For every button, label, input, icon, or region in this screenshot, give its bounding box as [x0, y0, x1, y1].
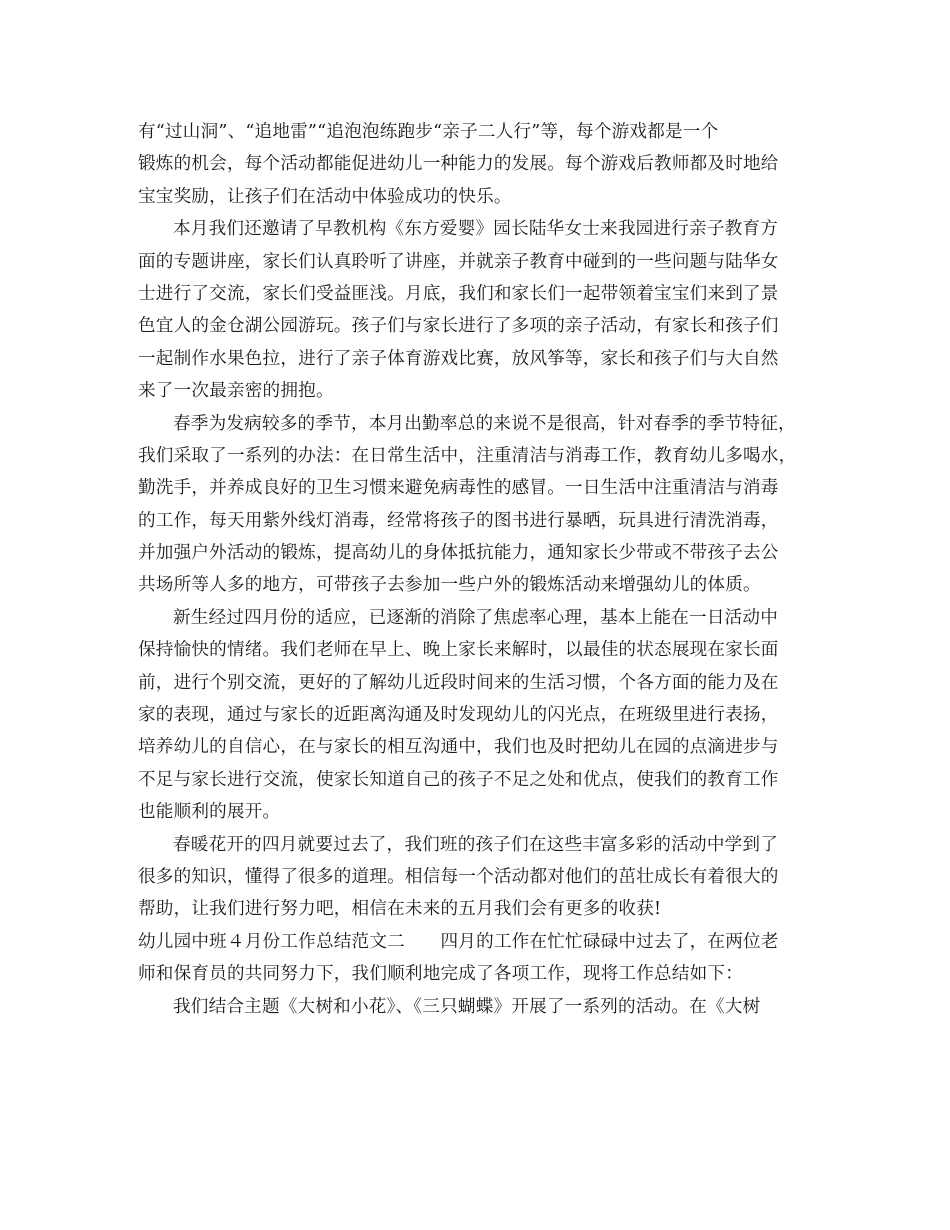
text-line: 也能顺利的展开。: [138, 802, 281, 823]
text-line: 幼儿园中班４月份工作总结范文二 四月的工作在忙忙碌碌中过去了，在两位老: [138, 931, 779, 952]
text-line: 前，进行个别交流，更好的了解幼儿近段时间来的生活习惯，个各方面的能力及在: [138, 672, 779, 693]
document-body: [138, 116, 818, 1023]
text-line: 不足与家长进行交流，使家长知道自己的孩子不足之处和优点，使我们的教育工作: [138, 769, 779, 790]
text-line: 宝宝奖励，让孩子们在活动中体验成功的快乐。: [138, 186, 512, 207]
text-line: 面的专题讲座，家长们认真聆听了讲座，并就亲子教育中碰到的一些问题与陆华女: [138, 251, 779, 272]
text-line: 色宜人的金仓湖公园游玩。孩子们与家长进行了多项的亲子活动，有家长和孩子们: [138, 316, 779, 337]
text-line: 帮助，让我们进行努力吧，相信在未来的五月我们会有更多的收获!: [138, 899, 662, 920]
text-line: 家的表现，通过与家长的近距离沟通及时发现幼儿的闪光点，在班级里进行表扬，: [138, 705, 779, 726]
text-line: 春季为发病较多的季节，本月出勤率总的来说不是很高，针对春季的季节特征，: [173, 413, 796, 434]
text-line: 锻炼的机会，每个活动都能促进幼儿一种能力的发展。每个游戏后教师都及时地给: [138, 154, 779, 175]
text-line: 来了一次最亲密的拥抱。: [138, 381, 334, 402]
text-line: 我们结合主题《大树和小花》、《三只蝴蝶》开展了一系列的活动。在《大树: [173, 996, 761, 1017]
text-line: 本月我们还邀请了早教机构《东方爱婴》园长陆华女士来我园进行亲子教育方: [173, 219, 778, 240]
text-line: 勤洗手，并养成良好的卫生习惯来避免病毒性的感冒。一日生活中注重清洁与消毒: [138, 478, 779, 499]
text-line: 保持愉快的情绪。我们老师在早上、晚上家长来解时，以最佳的状态展现在家长面: [138, 640, 779, 661]
text-line: 新生经过四月份的适应，已逐渐的消除了焦虑率心理，基本上能在一日活动中: [173, 607, 778, 628]
text-line: 一起制作水果色拉，进行了亲子体育游戏比赛，放风筝等，家长和孩子们与大自然: [138, 348, 779, 369]
text-line: 并加强户外活动的锻炼，提高幼儿的身体抵抗能力，通知家长少带或不带孩子去公: [138, 543, 779, 564]
text-line: 有“过山洞”、“追地雷”“追泡泡练跑步“亲子二人行”等，每个游戏都是一个: [138, 122, 719, 142]
text-line: 培养幼儿的自信心，在与家长的相互沟通中，我们也及时把幼儿在园的点滴进步与: [138, 737, 779, 758]
text-line: 师和保育员的共同努力下，我们顺利地完成了各项工作，现将工作总结如下：: [138, 964, 743, 985]
text-line: 共场所等人多的地方，可带孩子去参加一些户外的锻炼活动来增强幼儿的体质。: [138, 575, 761, 596]
text-line: 士进行了交流，家长们受益匪浅。月底，我们和家长们一起带领着宝宝们来到了景: [138, 283, 779, 304]
text-line: 的工作，每天用紫外线灯消毒，经常将孩子的图书进行暴晒，玩具进行清洗消毒，: [138, 510, 779, 531]
text-line: 我们采取了一系列的办法：在日常生活中，注重清洁与消毒工作，教育幼儿多喝水，: [138, 445, 797, 466]
text-line: 很多的知识，懂得了很多的道理。相信每一个活动都对他们的茁壮成长有着很大的: [138, 866, 779, 887]
text-line: 春暖花开的四月就要过去了，我们班的孩子们在这些丰富多彩的活动中学到了: [173, 834, 778, 855]
